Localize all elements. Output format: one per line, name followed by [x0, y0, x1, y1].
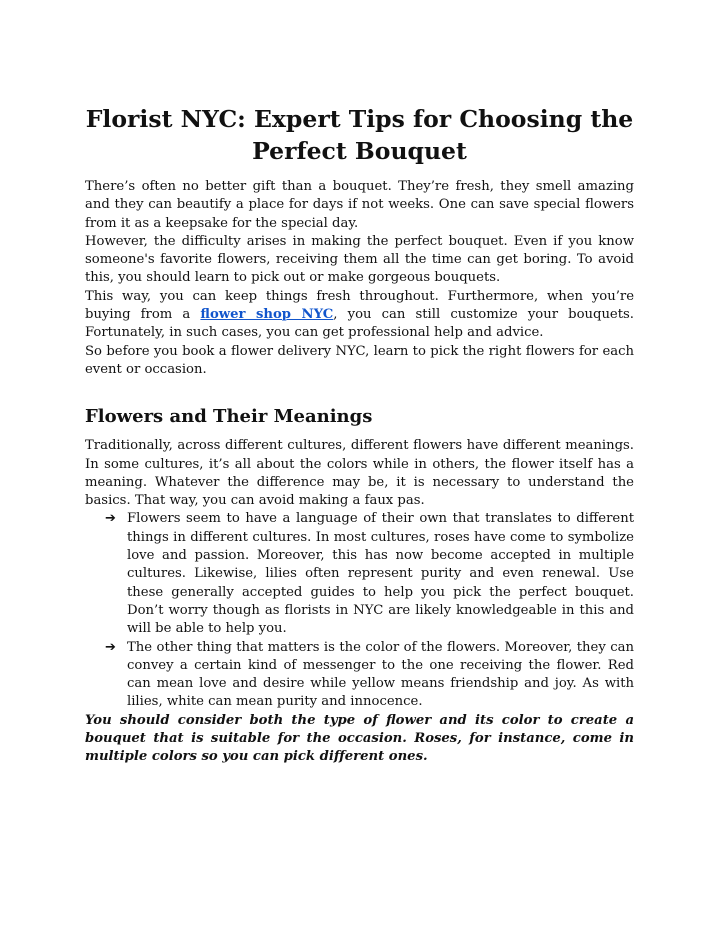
document-page: [85, 103, 634, 767]
intro-paragraph-2: However, the difficulty arises in making the perfect bouquet. Even if you know someone's favorite flowers, receiving them all the time can get boring. To avoid this, you should learn to pick out or make gorgeous bouquets.: [85, 233, 634, 286]
intro-paragraph-3-before: This way, you can keep things fresh throughout. Furthermore, when you’re buying from a: [85, 288, 634, 323]
arrow-right-icon: ➔: [105, 511, 116, 527]
meaning-bullet-item: [85, 639, 634, 712]
meaning-bullet-item: [85, 510, 634, 638]
emphasis-paragraph: You should consider both the type of flower and its color to create a bouquet that is suitable for the occasion. Roses, for instance, come in multiple colors so you can pick different ones.: [85, 712, 634, 765]
arrow-right-icon: ➔: [105, 639, 116, 655]
flower-shop-nyc-link[interactable]: flower shop NYC: [200, 307, 334, 323]
intro-paragraph-3: [85, 288, 634, 343]
meaning-bullet-text: The other thing that matters is the color of the flowers. Moreover, they can convey a certain kind of messenger to the one receiving the flower. Red can mean love and desire while yellow means friendship and joy. As with lilies, white can mean purity and innocence.: [127, 639, 634, 710]
intro-paragraph-4: So before you book a flower delivery NYC, learn to pick the right flowers for each event or occasion.: [85, 343, 634, 377]
intro-paragraph-1: There’s often no better gift than a bouquet. They’re fresh, they smell amazing and they can beautify a place for days if not weeks. One can save special flowers from it as a keepsake for the special day.: [85, 179, 634, 231]
meaning-bullet-list: [85, 510, 634, 711]
section-heading: Flowers and Their Meanings: [85, 406, 373, 428]
section-paragraph: Traditionally, across different cultures, different flowers have different meanings. In some cultures, it’s all about the colors while in others, the flower itself has a meaning. Whatever the difference may be, it is necessary to understand the basics. That way, you can avoid making a faux pas.: [85, 438, 634, 509]
meaning-bullet-text: Flowers seem to have a language of their own that translates to different things in different cultures. In most cultures, roses have come to symbolize love and passion. Moreover, this has now become accepted in multiple cultures. Likewise, lilies often represent purity and even renewal. Use these generally accepted guides to help you pick the perfect bouquet. Don’t worry though as florists in NYC are likely knowledgeable in this and will be able to help you.: [127, 511, 634, 637]
intro-paragraph-3-after: , you can still customize your bouquets. Fortunately, in such cases, you can get professional help and advice.: [85, 307, 634, 341]
page-title: Florist NYC: Expert Tips for Choosing the Perfect Bouquet: [85, 105, 634, 165]
